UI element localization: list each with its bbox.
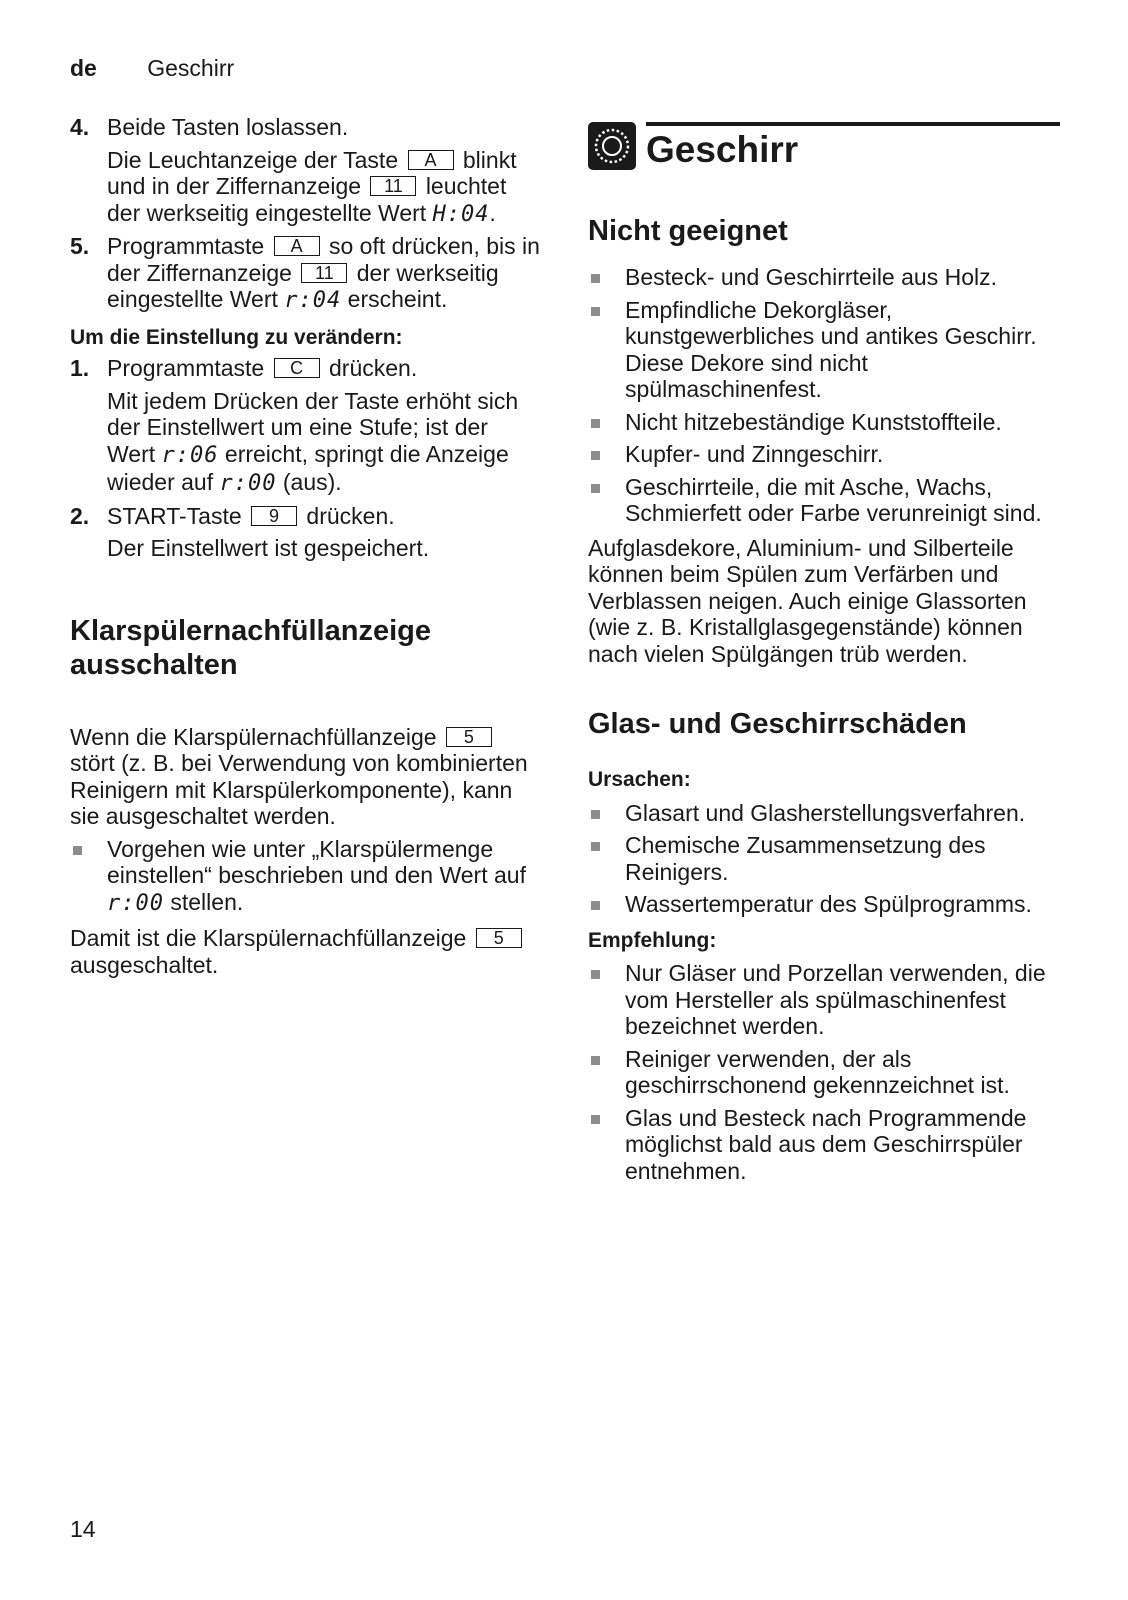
list-item [588,474,1060,527]
title-rule [646,122,1060,126]
detail-text: (aus). [282,469,342,495]
page-title: Geschirr [646,129,799,170]
step-text: Beide Tasten loslassen. [107,114,349,140]
paragraph: Aufglasdekore, Aluminium- und Silberteile können beim Spülen zum Verfärben und Verblassen neigen. Auch einige Glassorten (wie z. B. Kristallglasgegenstände) können nach vielen Spülgängen trüb werden. [588,534,1027,667]
square-bullet-icon [73,846,82,855]
step-text-part: START-Taste [107,502,242,529]
list-item [588,264,1060,291]
step-text-part: der werkseitig eingestellte Wert [107,259,499,312]
key-label: 11 [370,176,416,196]
paragraph-text: ausgeschaltet. [70,951,219,978]
list-item-text: Wassertemperatur des Spülprogramms. [625,891,1032,917]
list-item-text: Nicht hitzebeständige Kunststoffteile. [625,408,1002,435]
change-step-1 [70,355,540,498]
list-item [588,1105,1060,1185]
step-text [107,503,540,530]
step-text-part: Programmtaste [107,233,265,259]
change-label: Um die Einstellung zu verändern: [70,325,403,349]
list-item-text: Besteck- und Geschirrteile aus Holz. [625,264,997,290]
list-item [588,1046,1060,1099]
step-detail: Der Einstellwert ist gespeichert. [107,535,430,561]
step-text [107,355,540,382]
step-number: 2. [70,502,90,529]
list-item-text: Nur Gläser und Porzellan verwenden, die vom Hersteller als spülmaschinenfest bezeichnet werden. [625,960,1046,1039]
list-item [588,891,1060,918]
list-item-text: Glas und Besteck nach Programmende möglichst bald aus dem Geschirrspüler entnehmen. [625,1104,1027,1184]
bullet-list [70,836,540,918]
list-item [588,441,1060,468]
page-title-row [588,118,1060,178]
step-detail [107,147,540,229]
section-heading-klarspueler: Klarspülernachfüllanzeige ausschalten [70,614,431,681]
left-column [70,114,540,978]
recommendation-label: Empfehlung: [588,928,717,952]
step-5 [70,233,540,315]
key-label: A [274,236,320,256]
key-label: 5 [476,928,522,948]
page-header [70,55,234,82]
square-bullet-icon [591,1056,600,1065]
list-item [588,832,1060,885]
square-bullet-icon [591,484,600,493]
step-detail [107,388,540,498]
display-value: H:04 [432,201,490,227]
square-bullet-icon [591,307,600,316]
display-value: r:00 [219,471,277,496]
causes-label: Ursachen: [588,768,691,791]
list-item-text: Geschirrteile, die mit Asche, Wachs, Schmierfett oder Farbe verunreinigt sind. [625,473,1042,526]
list-item [588,297,1060,403]
dishes-icon [588,122,636,170]
key-label: C [274,358,320,378]
step-number: 4. [70,114,90,140]
step-text-part: Programmtaste [107,355,265,381]
step-text-part: drücken. [329,355,418,381]
key-label: 5 [446,727,492,747]
display-value: r:06 [161,442,219,468]
list-item-text: Kupfer- und Zinngeschirr. [625,441,884,467]
square-bullet-icon [591,901,600,910]
section-heading-nicht-geeignet: Nicht geeignet [588,215,788,247]
language-code: de [70,55,97,81]
square-bullet-icon [591,419,600,428]
key-label: A [408,150,454,170]
list-item [70,836,540,918]
unsuitable-list [588,264,1060,527]
detail-text: Mit jedem Drücken der Taste erhöht sich der Einstellwert um eine Stufe; ist der Wert [107,387,519,467]
paragraph-text: stört (z. B. bei Verwendung von kombinierten Reinigern mit Klarspülerkomponente), kann sie ausgeschaltet werden. [70,750,528,829]
section-heading-glas-schaeden: Glas- und Geschirrschäden [588,708,967,740]
detail-text: . [489,199,496,226]
paragraph-text: Damit ist die Klarspülernachfüllanzeige [70,925,467,951]
page-number: 14 [70,1516,96,1542]
list-item-text: stellen. [170,888,244,915]
key-label: 11 [301,263,347,283]
step-number: 5. [70,233,90,259]
step-text-part: so oft drücken, bis in der Ziffernanzeige [107,233,540,286]
list-item-text: Empfindliche Dekorgläser, kunstgewerbliches und antikes Geschirr. Diese Dekore sind nicht spülmaschinenfest. [625,296,1037,402]
list-item [588,409,1060,436]
paragraph [70,925,540,978]
list-item-text: Glasart und Glasherstellungsverfahren. [625,799,1026,826]
recommendation-list [588,960,1060,1184]
detail-text: erreicht, springt die Anzeige wieder auf [107,440,509,495]
detail-text: blinkt und in der Ziffernanzeige [107,146,517,199]
display-value: r:00 [107,890,164,916]
step-4 [70,114,540,228]
square-bullet-icon [591,810,600,819]
square-bullet-icon [591,274,600,283]
causes-list [588,800,1060,918]
detail-text: Die Leuchtanzeige der Taste [107,146,399,173]
square-bullet-icon [591,1115,600,1124]
list-item [588,800,1060,827]
header-section: Geschirr [147,55,235,81]
list-item [588,960,1060,1040]
display-value: r:04 [284,288,342,313]
step-text-part: drücken. [306,502,395,529]
key-label: 9 [251,506,297,526]
square-bullet-icon [591,451,600,460]
step-number: 1. [70,355,90,381]
detail-text: leuchtet der werkseitig eingestellte Wert [107,173,507,226]
square-bullet-icon [591,842,600,851]
list-item-text: Vorgehen wie unter „Klarspülermenge einstellen“ beschrieben und den Wert auf [107,835,526,888]
step-text-part: erscheint. [347,286,448,312]
list-item-text: Reiniger verwenden, der als geschirrschonend gekennzeichnet ist. [625,1045,1010,1098]
step-text [107,233,540,315]
list-item-text: Chemische Zusammensetzung des Reinigers. [625,832,986,885]
square-bullet-icon [591,970,600,979]
paragraph [70,724,540,830]
right-column [588,118,1060,1184]
paragraph-text: Wenn die Klarspülernachfüllanzeige [70,723,437,750]
change-step-2 [70,503,540,562]
